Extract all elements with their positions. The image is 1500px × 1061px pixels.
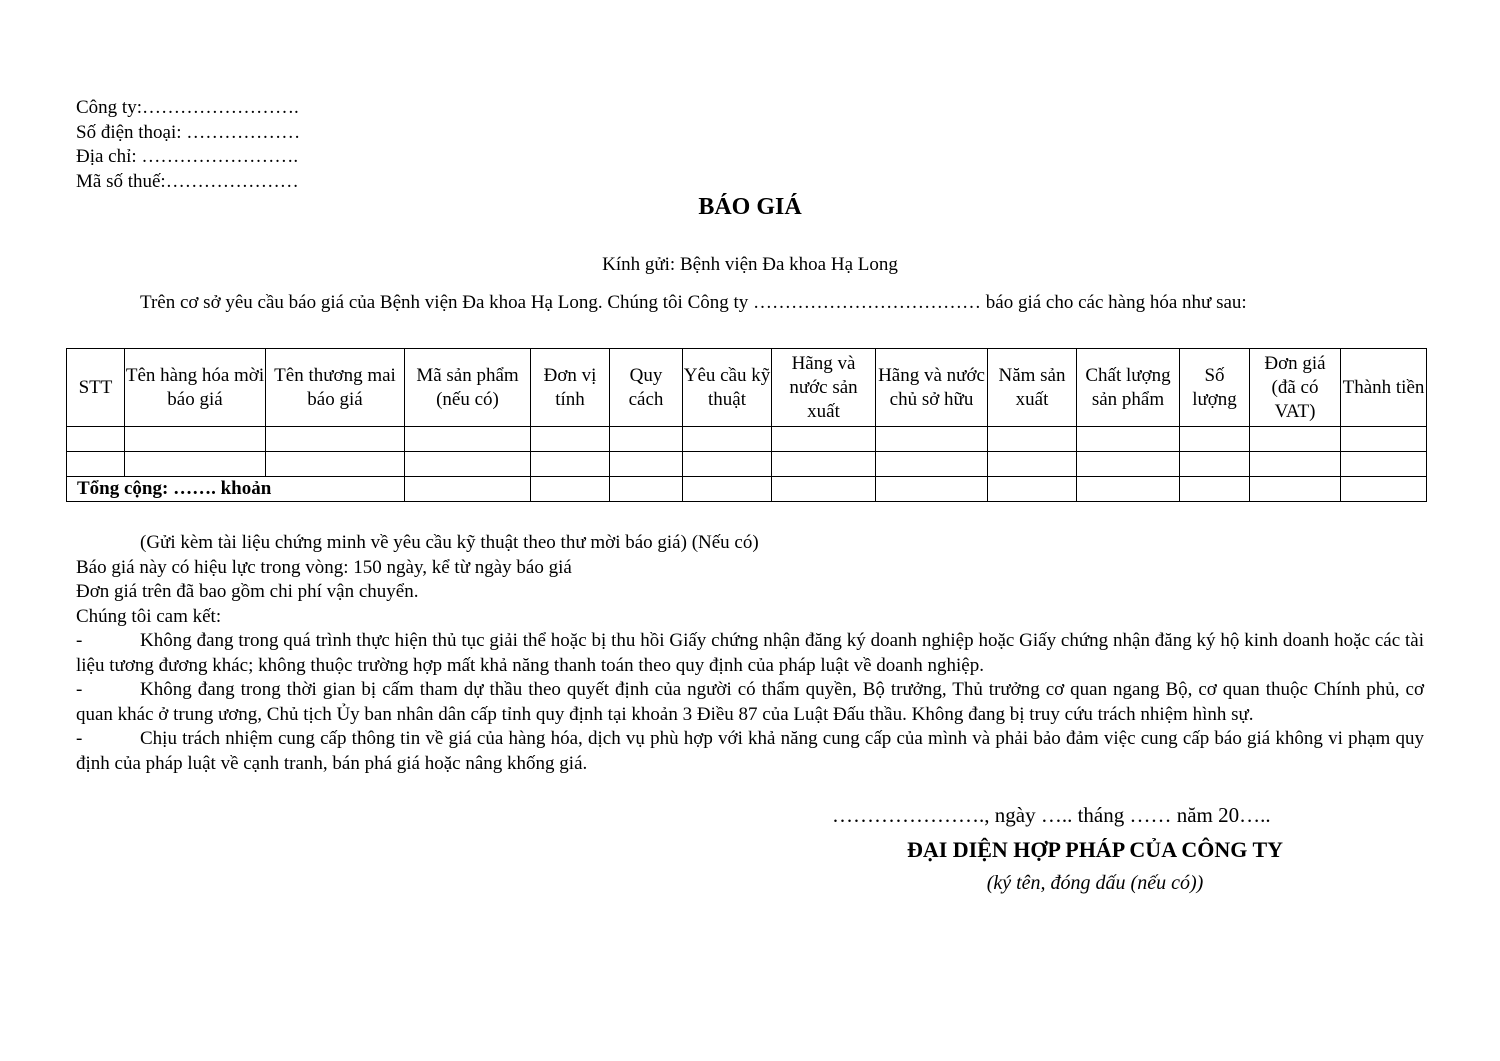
shipping-note: Đơn giá trên đã bao gồm chi phí vận chuyển. [76, 581, 419, 602]
table-cell [683, 477, 772, 502]
column-header: Hãng và nước chủ sở hữu [876, 349, 988, 427]
representative-title: ĐẠI DIỆN HỢP PHÁP CỦA CÔNG TY [906, 837, 1284, 862]
column-header: Năm sản xuất [988, 349, 1077, 427]
table-cell [1077, 452, 1180, 477]
company-info-block [76, 96, 300, 194]
table-cell [266, 427, 405, 452]
table-cell [772, 452, 876, 477]
table-cell [1077, 427, 1180, 452]
column-header: STT [67, 349, 125, 427]
table-cell [405, 427, 531, 452]
commitment-item [76, 678, 1424, 727]
column-header: Số lượng [1180, 349, 1250, 427]
table-total-row [67, 477, 1427, 502]
commit-heading: Chúng tôi cam kết: [76, 605, 222, 627]
table-cell [876, 477, 988, 502]
table-cell [266, 452, 405, 477]
column-header: Đơn vị tính [531, 349, 610, 427]
dash-bullet: - [76, 679, 83, 700]
quotation-table [66, 348, 1427, 502]
phone-line: Số điện thoại: ……………… [76, 121, 301, 143]
table-row [67, 452, 1427, 477]
table-cell [1250, 427, 1341, 452]
table-cell [125, 427, 266, 452]
table-cell [1341, 452, 1427, 477]
table-cell [772, 427, 876, 452]
table-cell [1341, 477, 1427, 502]
table-cell [531, 427, 610, 452]
table-cell [125, 452, 266, 477]
table-cell [610, 452, 683, 477]
table-cell [1341, 427, 1427, 452]
total-label: Tổng cộng: ……. khoản [67, 477, 405, 502]
column-header: Tên thương mai báo giá [266, 349, 405, 427]
commitment-text: Không đang trong quá trình thực hiện thủ tục giải thể hoặc bị thu hồi Giấy chứng nhận đăng ký doanh nghiệp hoặc Giấy chứng nhận đăng ký hộ kinh doanh hoặc các tài liệu tương đương khác; không thuộc trường hợp mất khả năng thanh toán theo quy định của pháp luật về doanh nghiệp. [76, 630, 1424, 676]
column-header: Tên hàng hóa mời báo giá [125, 349, 266, 427]
table-cell [1180, 427, 1250, 452]
column-header: Đơn giá (đã có VAT) [1250, 349, 1341, 427]
table-cell [988, 427, 1077, 452]
column-header: Mã sản phẩm (nếu có) [405, 349, 531, 427]
table-cell [405, 477, 531, 502]
table-cell [67, 452, 125, 477]
commitment-text: Chịu trách nhiệm cung cấp thông tin về giá của hàng hóa, dịch vụ phù hợp với khả năng cung cấp của mình và phải bảo đảm việc cung cấp báo giá không vi phạm quy định của pháp luật về cạnh tranh, bán phá giá hoặc nâng khống giá. [76, 728, 1424, 774]
table-cell [683, 452, 772, 477]
dash-bullet: - [76, 728, 83, 749]
table-cell [988, 477, 1077, 502]
table-cell [876, 427, 988, 452]
table-cell [610, 477, 683, 502]
tax-code-line: Mã số thuế:………………… [76, 170, 299, 192]
table-cell [1180, 477, 1250, 502]
table-cell [531, 477, 610, 502]
table-header-row [67, 349, 1427, 427]
attachment-note: (Gửi kèm tài liệu chứng minh về yêu cầu kỹ thuật theo thư mời báo giá) (Nếu có) [140, 532, 759, 553]
column-header: Chất lượng sản phẩm [1077, 349, 1180, 427]
signature-note: (ký tên, đóng dấu (nếu có)) [986, 872, 1204, 894]
table-cell [67, 427, 125, 452]
address-line: Địa chỉ: ……………………. [76, 146, 299, 167]
table-cell [405, 452, 531, 477]
commitment-text: Không đang trong thời gian bị cấm tham dự thầu theo quyết định của người có thẩm quyền, Bộ trưởng, Thủ trưởng cơ quan ngang Bộ, cơ quan thuộc Chính phủ, cơ quan khác ở trung ương, Chủ tịch Ủy ban nhân dân cấp tỉnh quy định tại khoản 3 Điều 87 của Luật Đấu thầu. Không đang bị truy cứu trách nhiệm hình sự. [76, 679, 1424, 725]
table-cell [1250, 477, 1341, 502]
company-name-line: Công ty:……………………. [76, 97, 299, 118]
table-cell [988, 452, 1077, 477]
column-header: Hãng và nước sản xuất [772, 349, 876, 427]
commitment-item [76, 727, 1424, 776]
table-cell [683, 427, 772, 452]
table-cell [876, 452, 988, 477]
table-cell [1180, 452, 1250, 477]
column-header: Yêu cầu kỹ thuật [683, 349, 772, 427]
notes-section [76, 531, 1424, 776]
dash-bullet: - [76, 630, 83, 651]
table-cell [531, 452, 610, 477]
table-cell [772, 477, 876, 502]
intro-paragraph: Trên cơ sở yêu cầu báo giá của Bệnh viện Đa khoa Hạ Long. Chúng tôi Công ty ……………………………… báo giá cho các hàng hóa như sau: [140, 292, 1247, 313]
table-cell [610, 427, 683, 452]
date-line: …………………., ngày ….. tháng …… năm 20….. [832, 803, 1271, 827]
document-title: BÁO GIÁ [698, 194, 802, 220]
column-header: Thành tiền [1341, 349, 1427, 427]
table-cell [1250, 452, 1341, 477]
column-header: Quy cách [610, 349, 683, 427]
table-cell [1077, 477, 1180, 502]
recipient-line: Kính gửi: Bệnh viện Đa khoa Hạ Long [602, 254, 898, 275]
table-row [67, 427, 1427, 452]
validity-note: Báo giá này có hiệu lực trong vòng: 150 ngày, kể từ ngày báo giá [76, 556, 572, 578]
commitment-item [76, 629, 1424, 678]
